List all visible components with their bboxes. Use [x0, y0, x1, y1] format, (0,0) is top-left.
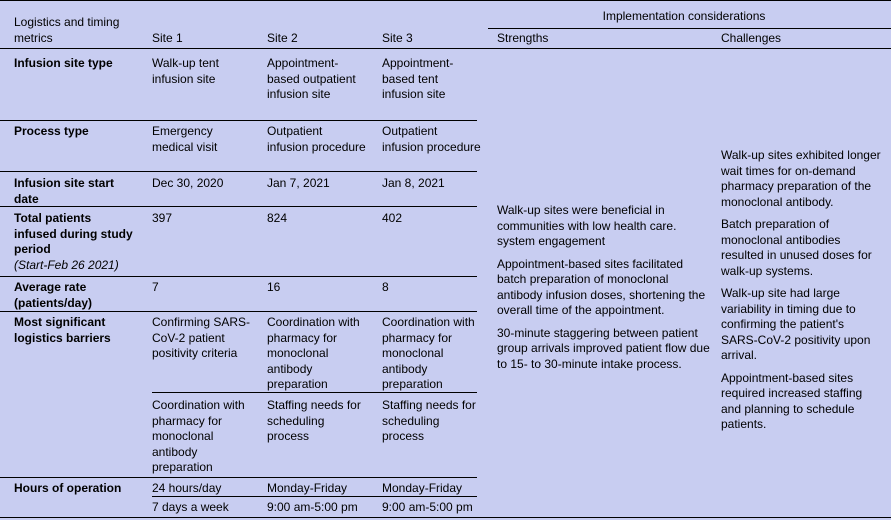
row-label-process-type: Process type	[14, 124, 89, 138]
cell-process-type-site-2: Outpatient infusion procedure	[267, 124, 366, 154]
header-bottom-rule	[0, 48, 891, 49]
cell-hours-a-site-3: Monday-Friday	[382, 481, 463, 495]
header-metrics-label: Logistics and timing metrics	[14, 15, 120, 45]
header-site-3: Site 3	[382, 31, 413, 45]
cell-site-type-site-3: Appointment-based tent infusion site	[382, 56, 454, 101]
cell-barrier-a-site-2: Coordination with pharmacy for monoclonal antibody preparation	[267, 315, 360, 391]
cell-start-date-site-1: Dec 30, 2020	[152, 176, 224, 190]
row-rule	[0, 477, 477, 478]
strength-item: Walk-up sites were beneficial in communities with low health care. system engagement	[497, 203, 677, 248]
row-rule	[0, 120, 477, 121]
strength-item: Appointment-based sites facilitated batch preparation of monoclonal antibody infusion doses, shortening the overall time of the appointment.	[497, 256, 706, 317]
cell-barrier-b-site-2: Staffing needs for scheduling process	[267, 398, 361, 443]
row-label-average-rate: Average rate (patients/day)	[14, 280, 93, 310]
cell-total-patients-site-2: 824	[267, 211, 288, 225]
table-bottom-rule	[0, 517, 891, 518]
challenge-item: Batch preparation of monoclonal antibodies resulted in unused doses for walk-up systems.	[721, 217, 872, 278]
cell-average-rate-site-1: 7	[152, 280, 159, 294]
cell-start-date-site-2: Jan 7, 2021	[267, 176, 330, 190]
row-rule	[0, 276, 477, 277]
strengths-list	[497, 203, 712, 379]
cell-process-type-site-1: Emergency medical visit	[152, 124, 218, 154]
cell-average-rate-site-2: 16	[267, 280, 281, 294]
row-rule	[0, 206, 477, 207]
row-rule	[0, 311, 477, 312]
cell-barrier-b-site-3: Staffing needs for scheduling process	[382, 398, 476, 443]
strength-item: 30-minute staggering between patient group arrivals improved patient flow due to 15- to 30-minute intake process.	[497, 325, 710, 371]
cell-site-type-site-1: Walk-up tent infusion site	[152, 56, 219, 86]
cell-hours-a-site-1: 24 hours/day	[152, 481, 222, 495]
cell-barrier-b-site-1: Coordination with pharmacy for monoclonal antibody preparation	[152, 398, 245, 474]
cell-barrier-a-site-3: Coordination with pharmacy for monoclonal antibody preparation	[382, 315, 475, 391]
header-site-2: Site 2	[267, 31, 298, 45]
header-challenges: Challenges	[721, 31, 782, 45]
challenge-item: Walk-up site had large variability in timing due to confirming the patient's SARS-CoV-2 positivity upon arrival.	[721, 286, 871, 362]
row-label-total-patients: Total patients infused during study period	[14, 211, 133, 256]
header-strengths: Strengths	[497, 31, 549, 45]
cell-total-patients-site-3: 402	[382, 211, 403, 225]
row-label-hours: Hours of operation	[14, 481, 122, 495]
row-rule	[0, 171, 477, 172]
cell-start-date-site-3: Jan 8, 2021	[382, 176, 445, 190]
cell-hours-b-site-2: 9:00 am-5:00 pm	[267, 500, 358, 514]
challenge-item: Appointment-based sites required increased staffing and planning to schedule patients.	[721, 370, 863, 431]
cell-process-type-site-3: Outpatient infusion procedure	[382, 124, 481, 154]
row-label-infusion-site-type: Infusion site type	[14, 56, 113, 70]
challenges-list	[721, 148, 883, 440]
cell-hours-b-site-3: 9:00 am-5:00 pm	[382, 500, 473, 514]
cell-total-patients-site-1: 397	[152, 211, 173, 225]
sub-row-rule	[152, 392, 477, 393]
row-label-start-date: Infusion site start date	[14, 176, 115, 206]
header-implementation-title: Implementation considerations	[602, 9, 766, 23]
cell-average-rate-site-3: 8	[382, 280, 389, 294]
cell-hours-b-site-1: 7 days a week	[152, 500, 229, 514]
cell-site-type-site-2: Appointment-based outpatient infusion site	[267, 56, 356, 101]
cell-hours-a-site-2: Monday-Friday	[267, 481, 348, 495]
row-label-barriers: Most significant logistics barriers	[14, 315, 111, 345]
table-top-rule	[0, 0, 891, 1]
cell-barrier-a-site-1: Confirming SARS-CoV-2 patient positivity criteria	[152, 315, 251, 360]
header-implementation-rule	[488, 28, 891, 29]
header-site-1: Site 1	[152, 31, 183, 45]
sub-row-rule	[152, 496, 477, 497]
challenge-item: Walk-up sites exhibited longer wait times for on-demand pharmacy preparation of the monoclonal antibody.	[721, 148, 881, 209]
row-sublabel-study-period: (Start-Feb 26 2021)	[14, 258, 119, 272]
